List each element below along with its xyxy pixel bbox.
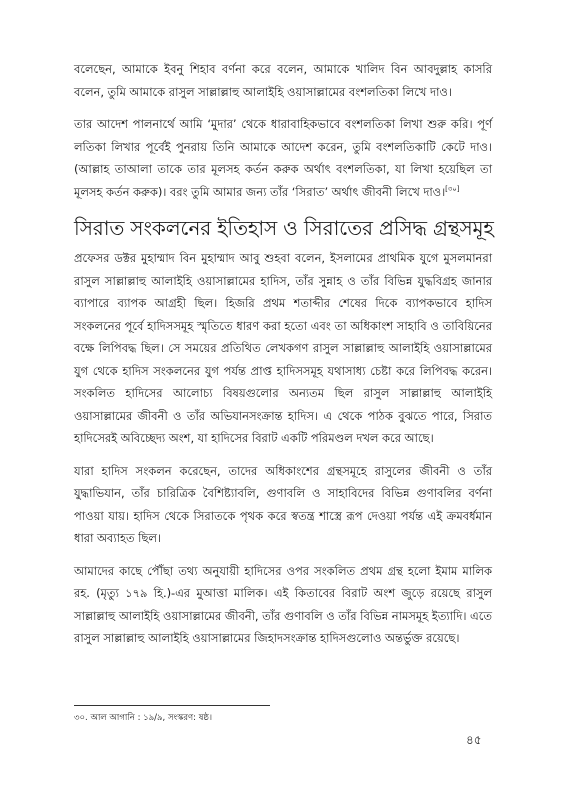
footnote-divider xyxy=(74,705,270,706)
footnote-reference[interactable]: [৩০] xyxy=(445,184,460,193)
paragraph: যারা হাদিস সংকলন করেছেন, তাদের অধিকাংশের গ্রন্থসমূহে রাসুলের জীবনী ও তাঁর যুদ্ধাভিযান, তাঁর চারিত্রিক বৈশিষ্ট্যাবলি, গুণাবলি ও সাহাবিদের বিভিন্ন গুণাবলির বর্ণনা পাওয়া যায়। হাদিস থেকে সিরাতকে পৃথক করে স্বতন্ত্র শাস্ত্রে রূপ দেওয়া পর্যন্ত এই ক্রমবর্ধমান ধারা অব্যাহত ছিল। xyxy=(74,463,492,545)
section-heading: সিরাত সংকলনের ইতিহাস ও সিরাতের প্রসিদ্ধ গ্রন্থসমূহ xyxy=(74,216,494,240)
paragraph: বলেছেন, আমাকে ইবনু শিহাব বর্ণনা করে বলেন, আমাকে খালিদ বিন আবদুল্লাহ কাসরি বলেন, তুমি আমাকে রাসুল সাল্লাল্লাহু আলাইহি ওয়াসাল্লামের বংশলতিকা লিখে দাও। xyxy=(74,62,492,99)
paragraph-text: তার আদেশ পালনার্থে আমি ‘মুদার’ থেকে ধারাবাহিকভাবে বংশলতিকা লিখা শুরু করি। পূর্ণ লতিকা লিখার পূর্বেই পুনরায় তিনি আমাকে আদেশ করেন, তুমি বংশলতিকাটি কেটে দাও। (আল্লাহ তাআলা তাকে তার মূলসহ কর্তন করুক অর্থাৎ বংশলতিকা, যা লিখা হয়েছিল তা মূলসহ কর্তন করুক)। বরং তুমি আমার জন্য তাঁর ‘সিরাত’ অর্থাৎ জীবনী লিখে দাও। xyxy=(74,117,492,199)
paragraph: প্রফেসর ডক্টর মুহাম্মাদ বিন মুহাম্মাদ আবু শুহবা বলেন, ইসলামের প্রাথমিক যুগে মুসলমানরা রাসুল সাল্লাল্লাহু আলাইহি ওয়াসাল্লামের হাদিস, তাঁর সুন্নাহ ও তাঁর বিভিন্ন যুদ্ধবিগ্রহ জানার ব্যাপারে ব্যাপক আগ্রহী ছিল। হিজরি প্রথম শতাব্দীর শেষের দিকে ব্যাপকভাবে হাদিস সংকলনের পূর্বে হাদিসসমূহ স্মৃতিতে ধারণ করা হতো এবং তা অধিকাংশ সাহাবি ও তাবিয়িনের বক্ষে লিপিবদ্ধ ছিল। সে সময়ের প্রতিথিত লেখকগণ রাসুল সাল্লাল্লাহু আলাইহি ওয়াসাল্লামের যুগ থেকে হাদিস সংকলনের যুগ পর্যন্ত প্রাপ্ত হাদিসসমূহ যথাসাধ্য চেষ্টা করে লিপিবদ্ধ করেন। সংকলিত হাদিসের আলোচ্য বিষয়গুলোর অন্যতম ছিল রাসুল সাল্লাল্লাহু আলাইহি ওয়াসাল্লামের জীবনী ও তাঁর অভিযানসংক্রান্ত হাদিস। এ থেকে পাঠক বুঝতে পারে, সিরাত হাদিসেরই অবিচ্ছেদ্য অংশ, যা হাদিসের বিরাট একটি পরিমণ্ডল দখল করে আছে। xyxy=(74,251,492,445)
paragraph-with-footnote xyxy=(74,113,492,203)
footnote: ৩০. আল আগানি : ১৯/৯, সংস্করণ: ষষ্ঠ। xyxy=(74,713,212,723)
page-number: ৪৫ xyxy=(466,733,482,747)
page-body xyxy=(74,58,492,660)
paragraph: আমাদের কাছে পৌঁছা তথ্য অনুযায়ী হাদিসের ওপর সংকলিত প্রথম গ্রন্থ হলো ইমাম মালিক রহ. (মৃত্যু ১৭৯ হি.)-এর মুআত্তা মালিক। এই কিতাবের বিরাট অংশ জুড়ে রয়েছে রাসুল সাল্লাল্লাহু আলাইহি ওয়াসাল্লামের জীবনী, তাঁর গুণাবলি ও তাঁর বিভিন্ন নামসমূহ ইত্যাদি। এতে রাসুল সাল্লাল্লাহু আলাইহি ওয়াসাল্লামের জিহাদসংক্রান্ত হাদিসগুলোও অন্তর্ভুক্ত রয়েছে। xyxy=(74,563,492,645)
